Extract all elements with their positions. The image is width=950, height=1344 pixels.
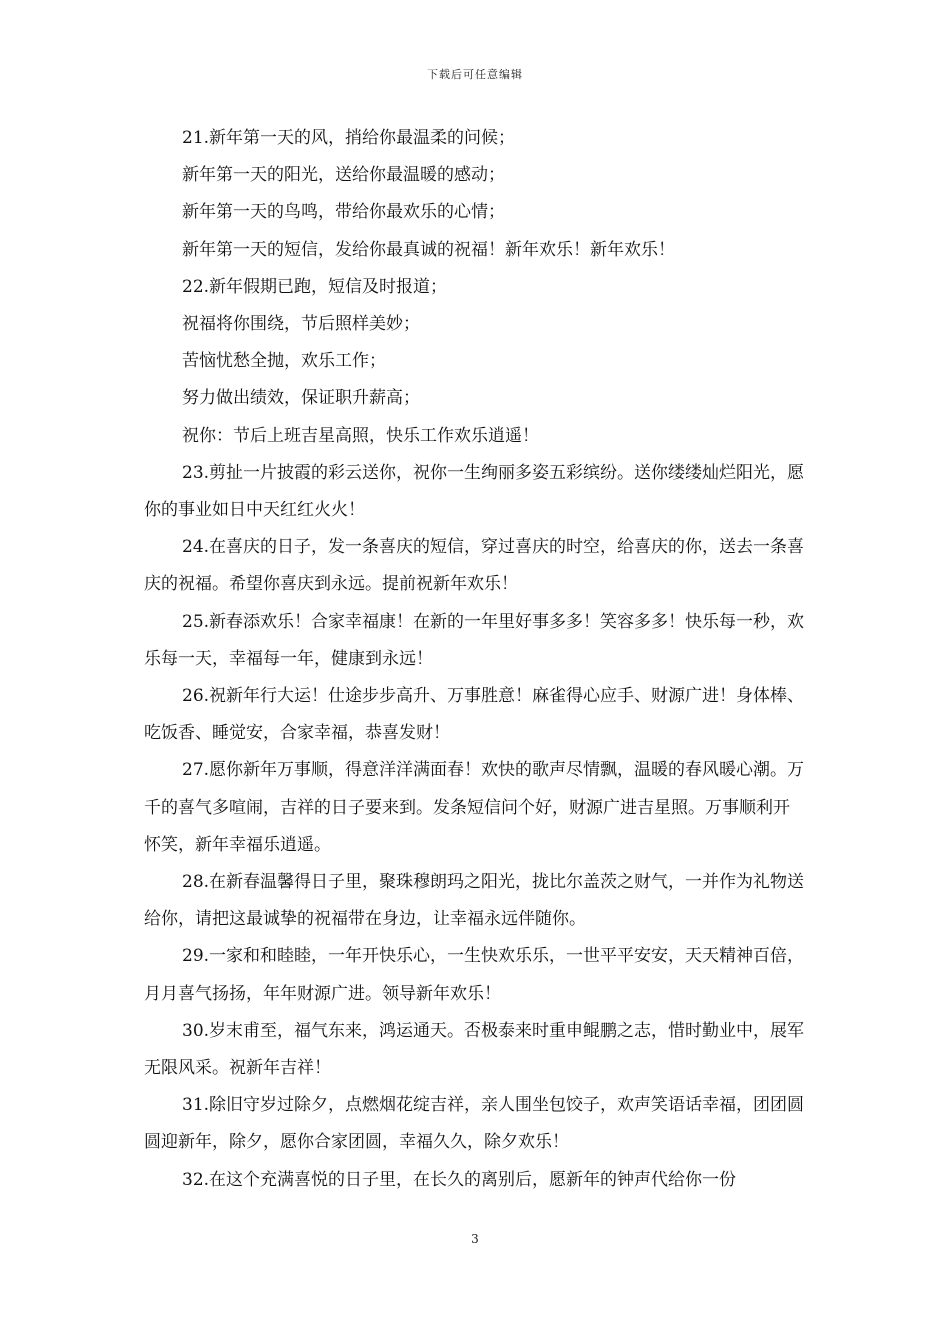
paragraph: 27.愿你新年万事顺，得意洋洋满面春！欢快的歌声尽情飘，温暖的春风暖心潮。万千的喜气多喧闹，吉祥的日子要来到。发条短信问个好，财源广进吉星照。万事顺利开怀笑，新年幸福乐逍遥。 bbox=[144, 760, 805, 855]
paragraph: 21.新年第一天的风，捎给你最温柔的问候； bbox=[182, 128, 516, 148]
paragraph: 28.在新春温馨得日子里，聚珠穆朗玛之阳光，拢比尔盖茨之财气，一并作为礼物送给你，请把这最诚挚的祝福带在身边，让幸福永远伴随你。 bbox=[144, 872, 805, 930]
paragraph: 22.新年假期已跑，短信及时报道； bbox=[182, 276, 448, 297]
paragraph: 祝福将你围绕，节后照样美妙； bbox=[182, 314, 420, 335]
paragraph: 25.新春添欢乐！合家幸福康！在新的一年里好事多多！笑容多多！快乐每一秒，欢乐每一天，幸福每一年，健康到永远！ bbox=[144, 611, 805, 669]
paragraph: 30.岁末甫至，福气东来，鸿运通天。否极泰来时重申鲲鹏之志，惜时勤业中，展军无限风采。祝新年吉祥！ bbox=[144, 1020, 805, 1079]
paragraph: 32.在这个充满喜悦的日子里，在长久的离别后，愿新年的钟声代给你一份 bbox=[182, 1169, 737, 1190]
page-number: 3 bbox=[471, 1232, 479, 1246]
page-header: 下载后可任意编辑 bbox=[427, 68, 523, 81]
paragraph: 23.剪扯一片披霞的彩云送你，祝你一生绚丽多姿五彩缤纷。送你缕缕灿烂阳光，愿你的事业如日中天红红火火！ bbox=[144, 462, 805, 521]
paragraph: 新年第一天的鸟鸣，带给你最欢乐的心情； bbox=[182, 202, 505, 223]
paragraph: 26.祝新年行大运！仕途步步高升、万事胜意！麻雀得心应手、财源广进！身体棒、吃饭香、睡觉安，合家幸福，恭喜发财！ bbox=[144, 686, 805, 744]
paragraph: 24.在喜庆的日子，发一条喜庆的短信，穿过喜庆的时空，给喜庆的你，送去一条喜庆的祝福。希望你喜庆到永远。提前祝新年欢乐！ bbox=[144, 537, 805, 595]
paragraph: 新年第一天的短信，发给你最真诚的祝福！新年欢乐！新年欢乐！ bbox=[182, 239, 675, 260]
paragraph: 29.一家和和睦睦，一年开快乐心，一生快欢乐乐，一世平平安安，天天精神百倍，月月喜气扬扬，年年财源广进。领导新年欢乐！ bbox=[144, 946, 805, 1004]
paragraph: 努力做出绩效，保证职升薪高； bbox=[182, 388, 420, 409]
paragraph: 新年第一天的阳光，送给你最温暖的感动； bbox=[182, 165, 505, 186]
paragraph: 祝你：节后上班吉星高照，快乐工作欢乐逍遥！ bbox=[182, 425, 539, 446]
paragraph: 31.除旧守岁过除夕，点燃烟花绽吉祥，亲人围坐包饺子，欢声笑语话幸福，团团圆圆迎新年，除夕，愿你合家团圆，幸福久久，除夕欢乐！ bbox=[144, 1095, 805, 1153]
document-body bbox=[144, 120, 806, 1199]
paragraph: 苦恼忧愁全抛，欢乐工作； bbox=[182, 351, 386, 372]
